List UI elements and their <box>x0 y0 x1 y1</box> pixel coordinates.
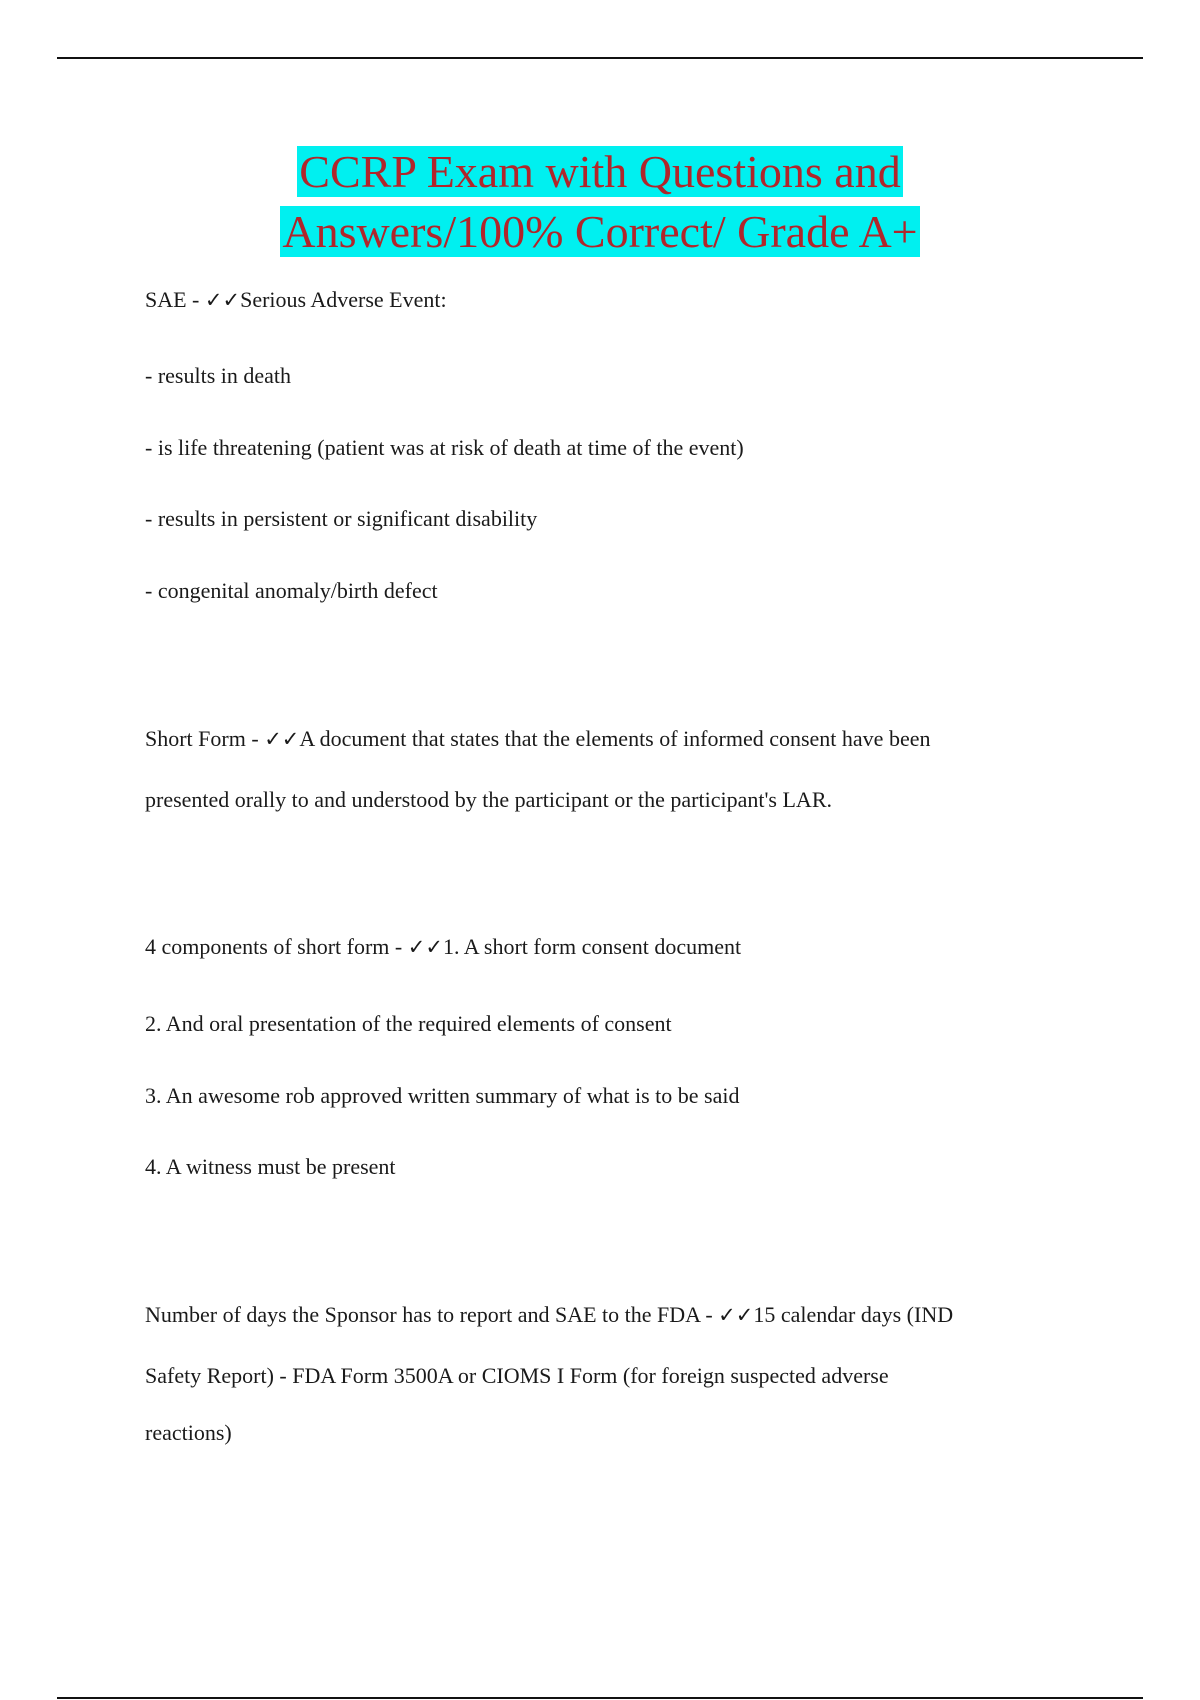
double-check-icon: ✓✓ <box>407 935 443 959</box>
double-check-icon: ✓✓ <box>264 727 300 751</box>
entry-question: SAE - <box>145 287 205 312</box>
entry-answer: 15 calendar days (IND <box>753 1302 954 1327</box>
list-item: 4. A witness must be present <box>145 1154 396 1179</box>
double-check-icon: ✓✓ <box>204 288 241 312</box>
entry-answer: 1. A short form consent document <box>442 934 742 959</box>
double-check-icon: ✓✓ <box>718 1303 754 1327</box>
entry-sae-heading <box>145 286 447 314</box>
entry-question: 4 components of short form - <box>145 934 408 959</box>
entry-reporting-heading <box>145 1301 953 1329</box>
entry-question: Short Form - <box>145 726 265 751</box>
entry-components-heading <box>145 933 741 961</box>
list-item: - congenital anomaly/birth defect <box>145 578 438 603</box>
title-line-2: Answers/100% Correct/ Grade A+ <box>282 206 918 257</box>
list-item: 3. An awesome rob approved written summary of what is to be said <box>145 1083 740 1108</box>
document-title <box>0 142 1200 262</box>
list-item: - results in persistent or significant disability <box>145 506 538 531</box>
entry-question: Number of days the Sponsor has to report and SAE to the FDA - <box>145 1302 719 1327</box>
list-item: - is life threatening (patient was at risk of death at time of the event) <box>145 435 744 460</box>
entry-continuation: presented orally to and understood by the participant or the participant's LAR. <box>145 787 832 812</box>
bottom-rule <box>57 1697 1143 1699</box>
list-item: 2. And oral presentation of the required elements of consent <box>145 1011 672 1036</box>
top-rule <box>57 57 1143 59</box>
title-line-1: CCRP Exam with Questions and <box>299 146 901 197</box>
entry-short-form-heading <box>145 725 930 753</box>
entry-continuation: reactions) <box>145 1420 232 1445</box>
entry-continuation: Safety Report) - FDA Form 3500A or CIOMS I Form (for foreign suspected adverse <box>145 1363 889 1388</box>
entry-answer: A document that states that the elements of informed consent have been <box>299 726 931 751</box>
list-item: - results in death <box>145 363 292 388</box>
entry-answer: Serious Adverse Event: <box>240 287 447 312</box>
